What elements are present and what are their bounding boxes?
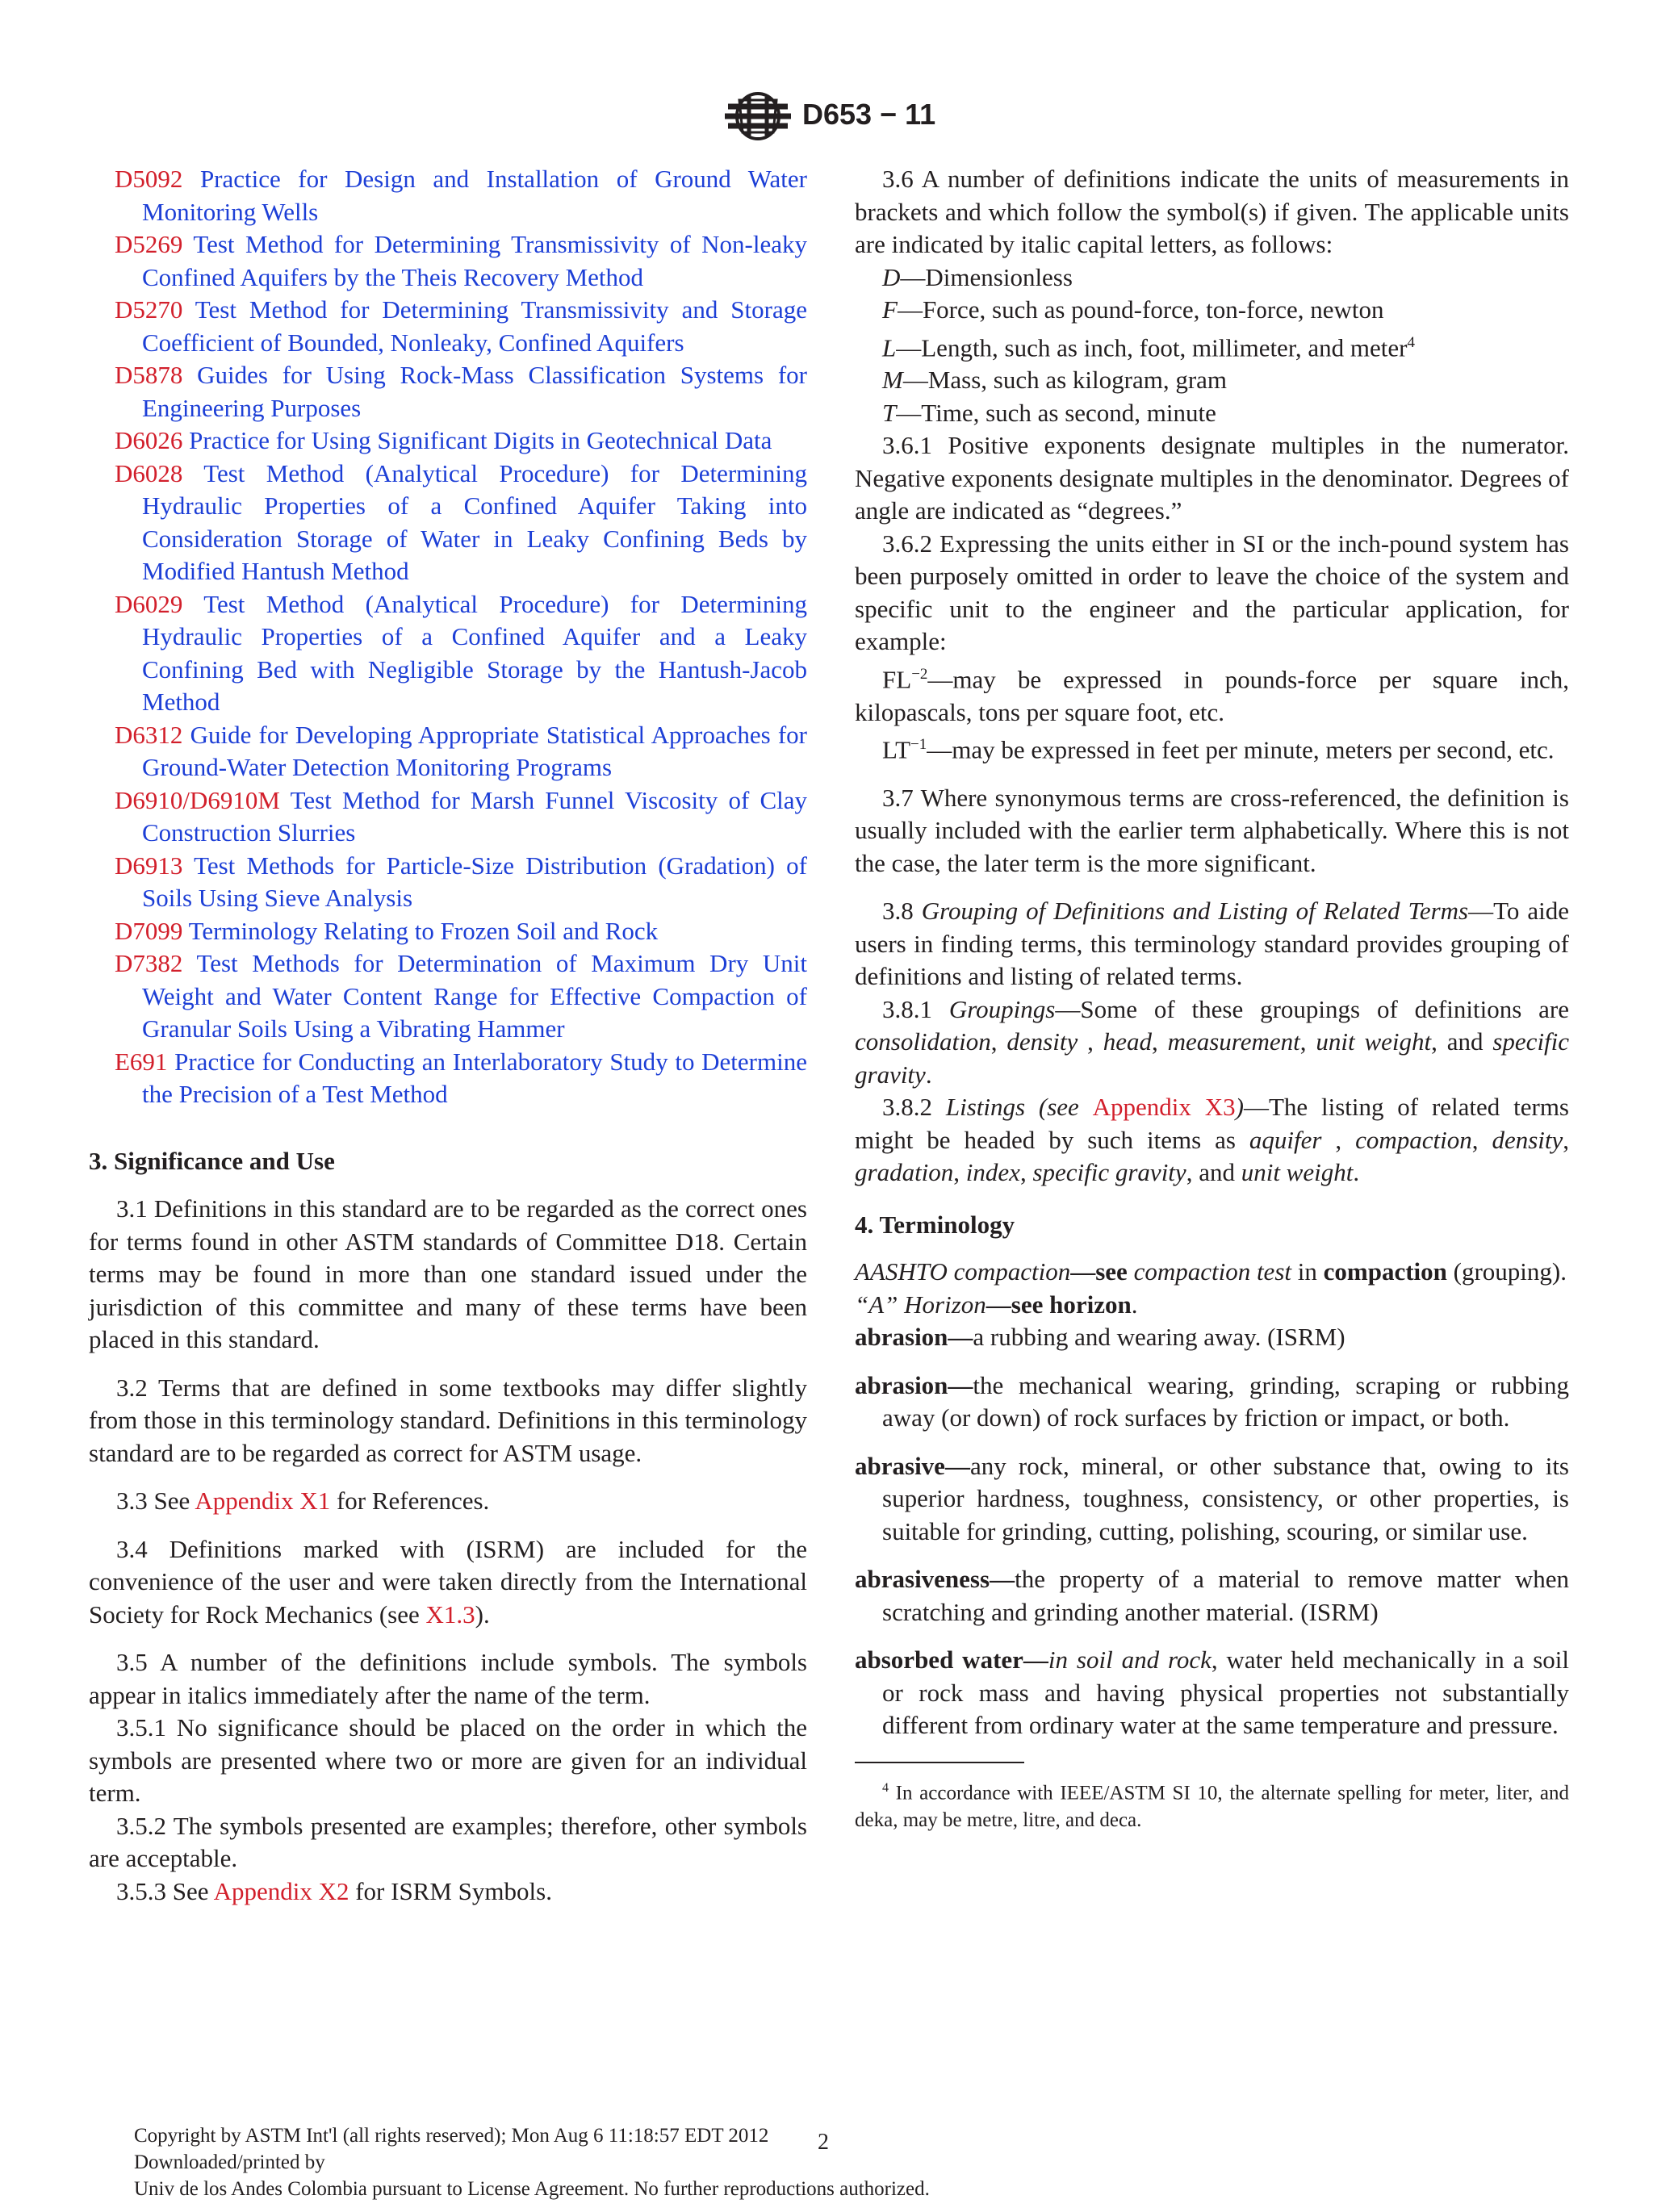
reference-item[interactable]: [89, 228, 807, 294]
reference-code[interactable]: E691: [115, 1047, 168, 1076]
paragraph-3-8-2: 3.8.2 Listings (see Appendix X3)—The listing of related terms might be headed by such items as aquifer , compaction, density, gradation, index, specific gravity, and unit weight.: [855, 1093, 1570, 1187]
unit-example-lt: $LT^{-1}—may$ be expressed in feet per minute, meters per second, etc.: [882, 735, 1555, 764]
unit-time: T—Time, such as second, minute: [882, 398, 1216, 427]
paragraph-3-3: 3.3 See Appendix X1 for References.: [116, 1487, 490, 1515]
reference-item[interactable]: [89, 719, 807, 784]
reference-title[interactable]: Test Methods for Determination of Maximum Dry Unit Weight and Water Content Range for Effective Compaction of Granular Soils Using a Vibrating Hammer: [142, 949, 807, 1043]
reference-title[interactable]: Test Methods for Particle-Size Distribution (Gradation) of Soils Using Sieve Analysis: [142, 851, 807, 912]
reference-code[interactable]: D6913: [115, 851, 183, 880]
reference-title[interactable]: Guide for Developing Appropriate Statistical Approaches for Ground-Water Detection Monitoring Programs: [142, 720, 807, 781]
term-abrasion-isrm: abrasion—a rubbing and wearing away. (ISRM): [855, 1323, 1345, 1352]
page-header: [0, 90, 1653, 142]
unit-example-fl: $FL^{-2}—may$ be expressed in pounds-force per square inch, kilopascals, tons per square foot, etc.: [855, 665, 1569, 726]
paragraph-3-6-1: 3.6.1 Positive exponents designate multiples in the numerator. Negative exponents designate multiples in the denominator. Degrees of angle are indicated as “degrees.”: [855, 431, 1569, 525]
section-4-heading: 4. Terminology: [855, 1210, 1015, 1239]
reference-title[interactable]: Practice for Conducting an Interlaboratory Study to Determine the Precision of a Test Method: [142, 1047, 807, 1108]
reference-title[interactable]: Terminology Relating to Frozen Soil and Rock: [182, 916, 659, 945]
paragraph-3-4: 3.4 Definitions marked with (ISRM) are included for the convenience of the user and were taken directly from the International Society for Rock Mechanics (see X1.3).: [89, 1534, 807, 1629]
reference-list: [89, 163, 807, 1111]
reference-code[interactable]: D5878: [115, 361, 183, 389]
left-column: [89, 163, 807, 1908]
reference-code[interactable]: D7099: [115, 916, 183, 945]
paragraph-3-6: 3.6 A number of definitions indicate the units of measurements in brackets and which follow the symbol(s) if given. The applicable units are indicated by italic capital letters, as follows:: [855, 165, 1569, 258]
unit-force: F—Force, such as pound-force, ton-force, newton: [882, 295, 1384, 324]
paragraph-3-2: 3.2 Terms that are defined in some textbooks may differ slightly from those in this terminology standard. Definitions in this terminology standard are to be regarded as correct for ASTM usage.: [89, 1373, 807, 1467]
reference-code[interactable]: D6026: [115, 426, 183, 454]
reference-item[interactable]: [89, 588, 807, 719]
appendix-x1-link[interactable]: Appendix X1: [195, 1487, 331, 1515]
x1-3-link[interactable]: X1.3: [425, 1599, 475, 1629]
paragraph-3-8-1: 3.8.1 Groupings—Some of these groupings of definitions are consolidation, density , head, measurement, unit weight, and specific gravity.: [855, 994, 1570, 1089]
term-absorbed-water: absorbed water—in soil and rock, water held mechanically in a soil or rock mass and having physical properties not substantially different from ordinary water at the same temperature and pressure.: [855, 1645, 1570, 1740]
reference-item[interactable]: [89, 1046, 807, 1111]
term-a-horizon: “A” Horizon—see horizon.: [855, 1290, 1138, 1319]
paragraph-3-8: 3.8 Grouping of Definitions and Listing of Related Terms—To aide users in finding terms, this terminology standard provides grouping of definitions and listing of related terms.: [855, 897, 1570, 991]
footnote-marker[interactable]: 4: [1407, 333, 1415, 351]
unit-mass: M—Mass, such as kilogram, gram: [882, 366, 1228, 395]
reference-title[interactable]: Guides for Using Rock-Mass Classification Systems for Engineering Purposes: [142, 361, 807, 422]
reference-title[interactable]: Test Method for Determining Transmissivity of Non-leaky Confined Aquifers by the Theis Recovery Method: [142, 230, 807, 291]
appendix-x2-link[interactable]: Appendix X2: [213, 1876, 349, 1905]
paragraph-3-5-1: 3.5.1 No significance should be placed on the order in which the symbols are presented where two or more are given for an individual term.: [89, 1713, 807, 1807]
paragraph-3-6-2: 3.6.2 Expressing the units either in SI or the inch-pound system has been purposely omitted in order to leave the choice of the system and specific unit to the engineer and the particular application, for example:: [855, 529, 1569, 656]
footnote-divider: [855, 1762, 1024, 1763]
reference-item[interactable]: [89, 163, 807, 228]
section-3-heading: 3. Significance and Use: [89, 1146, 335, 1175]
astm-logo-icon: [717, 90, 799, 142]
term-aashto-compaction: AASHTO compaction—see compaction test in compaction (grouping).: [855, 1257, 1567, 1286]
term-abrasion: abrasion—the mechanical wearing, grinding, scraping or rubbing away (or down) of rock surfaces by friction or impact, or both.: [855, 1370, 1569, 1432]
reference-item[interactable]: [89, 947, 807, 1046]
unit-dimensionless: D—Dimensionless: [882, 262, 1073, 291]
reference-title[interactable]: Practice for Design and Installation of Ground Water Monitoring Wells: [142, 165, 807, 226]
copyright-footer: Copyright by ASTM Int'l (all rights reserved); Mon Aug 6 11:18:57 EDT 2012 Downloaded/printed by Univ de los Andes Colombia pursuant to License Agreement. No further reproductions authorized.: [134, 2125, 930, 2200]
reference-item[interactable]: [89, 359, 807, 424]
reference-code[interactable]: D5269: [115, 230, 183, 258]
reference-title[interactable]: Test Method for Determining Transmissivity and Storage Coefficient of Bounded, Nonleaky, Confined Aquifers: [142, 295, 807, 357]
term-abrasive: abrasive—any rock, mineral, or other substance that, owing to its superior hardness, toughness, consistency, or other properties, is suitable for grinding, cutting, polishing, scouring, or similar use.: [855, 1451, 1569, 1545]
reference-code[interactable]: D6312: [115, 720, 183, 749]
reference-item[interactable]: [89, 915, 807, 948]
reference-item[interactable]: [89, 784, 807, 850]
reference-item[interactable]: [89, 458, 807, 588]
reference-item[interactable]: [89, 294, 807, 359]
reference-code[interactable]: D5270: [115, 295, 183, 324]
reference-code[interactable]: D5092: [115, 165, 183, 193]
reference-title[interactable]: Test Method (Analytical Procedure) for Determining Hydraulic Properties of a Confined Aquifer and a Leaky Confining Bed with Negligible Storage by the Hantush-Jacob Method: [142, 589, 807, 716]
page-number: 2: [818, 2130, 829, 2155]
reference-code[interactable]: D6910/D6910M: [115, 785, 280, 814]
reference-title[interactable]: Test Method (Analytical Procedure) for Determining Hydraulic Properties of a Confined Aquifer Taking into Consideration Storage of Water in Leaky Confining Beds by Modified Hantush Method: [142, 458, 807, 585]
footnote-4: $^4$ In accordance with IEEE/ASTM SI 10, the alternate spelling for meter, liter, and deka, may be metre, litre, and deca.: [855, 1780, 1569, 1832]
reference-code[interactable]: D7382: [115, 949, 183, 977]
reference-item[interactable]: [89, 424, 807, 458]
paragraph-3-7: 3.7 Where synonymous terms are cross-referenced, the definition is usually included with the earlier term alphabetically. Where this is not the case, the later term is the more significant.: [855, 783, 1569, 877]
standard-designation: D653 − 11: [802, 98, 936, 131]
term-abrasiveness: abrasiveness—the property of a material to remove matter when scratching and grinding another material. (ISRM): [855, 1565, 1569, 1626]
reference-title[interactable]: Practice for Using Significant Digits in Geotechnical Data: [182, 426, 772, 454]
unit-length: L—Length, such as inch, foot, millimeter, and meter$^4$: [882, 332, 1415, 362]
reference-item[interactable]: [89, 850, 807, 915]
right-column: [855, 163, 1569, 1834]
reference-code[interactable]: D6029: [115, 589, 183, 618]
appendix-x3-link[interactable]: Appendix X3: [1092, 1093, 1236, 1122]
reference-title[interactable]: Test Method for Marsh Funnel Viscosity of Clay Construction Slurries: [142, 785, 807, 847]
paragraph-3-1: 3.1 Definitions in this standard are to be regarded as the correct ones for terms found in other ASTM standards of Committee D18. Certain terms may be found in more than one standard issued under the jurisdiction of this committee and many of these terms have been placed in this standard.: [89, 1194, 807, 1353]
paragraph-3-5-3: 3.5.3 See Appendix X2 for ISRM Symbols.: [116, 1876, 552, 1905]
paragraph-3-5: 3.5 A number of the definitions include symbols. The symbols appear in italics immediately after the name of the term.: [89, 1648, 807, 1709]
paragraph-3-5-2: 3.5.2 The symbols presented are examples; therefore, other symbols are acceptable.: [89, 1811, 807, 1872]
reference-code[interactable]: D6028: [115, 458, 183, 487]
